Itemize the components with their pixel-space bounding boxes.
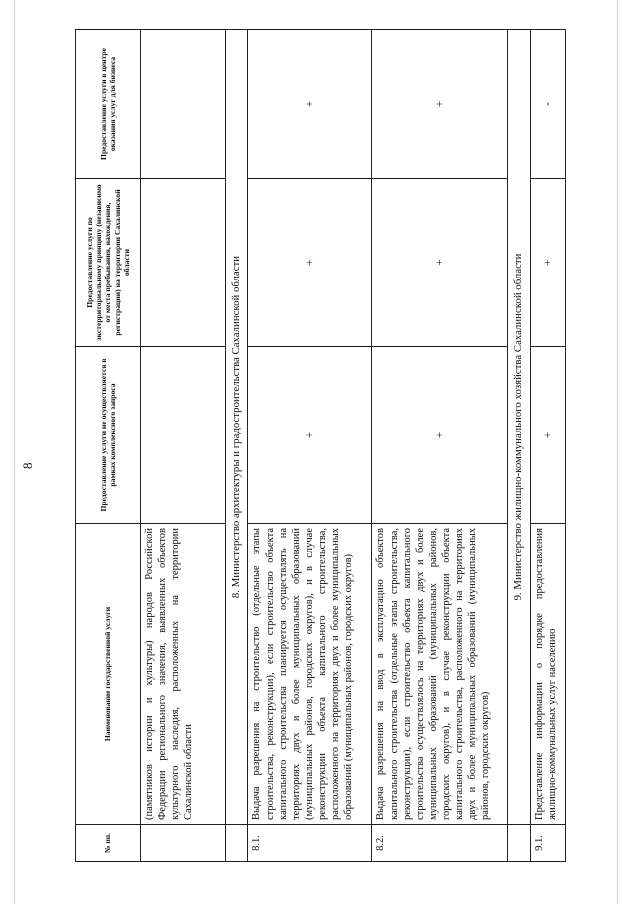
table-row (372, 30, 508, 862)
row-business (141, 30, 226, 179)
page-number: 8 (20, 462, 35, 469)
section-row-9 (508, 30, 530, 862)
section-title-9: 9. Министерство жилищно-коммунального хозяйства Сахалинской области (508, 30, 530, 825)
header-complex: Предоставление услуги не осуществляется в рамках комплексного запроса (76, 347, 141, 524)
row-name: Выдача разрешения на строительство (отдельные этапы строительства, реконструкции), если строительство объекта капитального строительства планируется осуществлять на территориях двух и более муниципальных образований (муниципальных районов, городских округов), и в случае реконструкции объекта капитального строительства, расположенного на территориях двух и более муниципальных образований (муниципальных районов, городских округов) (248, 524, 372, 825)
row-name: Представление информации о порядке предоставления жилищно-коммунальных услуг населению (530, 524, 565, 825)
table-header-row (76, 30, 141, 862)
table-row (141, 30, 226, 862)
row-complex: + (248, 347, 372, 524)
section-title-8: 8. Министерство архитектуры и градостроительства Сахалинской области (226, 30, 248, 825)
header-extraterritorial: Предоставление услуги по экстерриториальному принципу (независимо от места пребывания, нахождения, регистрации) на территории Сахалинской области (76, 179, 141, 347)
services-table (75, 29, 566, 862)
row-name: (памятников истории и культуры) народов Российской Федерации регионального значения, выявленных объектов культурного наследия, расположенных на территории Сахалинской области (141, 524, 226, 825)
header-business: Предоставление услуги в центре оказания услуг для бизнеса (76, 30, 141, 179)
header-name: Наименование государственной услуги (76, 524, 141, 825)
row-complex: + (372, 347, 508, 524)
row-num: 8.1. (248, 825, 372, 862)
row-business: + (372, 30, 508, 179)
scan-edge-line-right (617, 0, 618, 904)
row-name: Выдача разрешения на ввод в эксплуатацию объектов капитального строительства (отдельные этапы строительства, реконструкции), если строительство объекта капитального строительства осуществлялось на территориях двух и более муниципальных образований (муниципальных районов, городских округов), и в случае реконструкции объекта капитального строительства, расположенного на территориях двух и более муниципальных образований (муниципальных районов, городских округов) (372, 524, 508, 825)
row-extraterritorial (141, 179, 226, 347)
section-row-8 (226, 30, 248, 862)
row-extraterritorial: + (248, 179, 372, 347)
row-business: - (530, 30, 565, 179)
row-complex (141, 347, 226, 524)
row-num (141, 825, 226, 862)
table-row (248, 30, 372, 862)
rotated-page-content (20, 30, 560, 862)
row-extraterritorial: + (372, 179, 508, 347)
scan-edge-line-left (14, 0, 15, 904)
row-num: 8.2. (372, 825, 508, 862)
row-extraterritorial: + (530, 179, 565, 347)
row-complex: + (530, 347, 565, 524)
table-row (530, 30, 565, 862)
row-num: 9.1. (530, 825, 565, 862)
header-num: № пп. (76, 825, 141, 862)
row-business: + (248, 30, 372, 179)
